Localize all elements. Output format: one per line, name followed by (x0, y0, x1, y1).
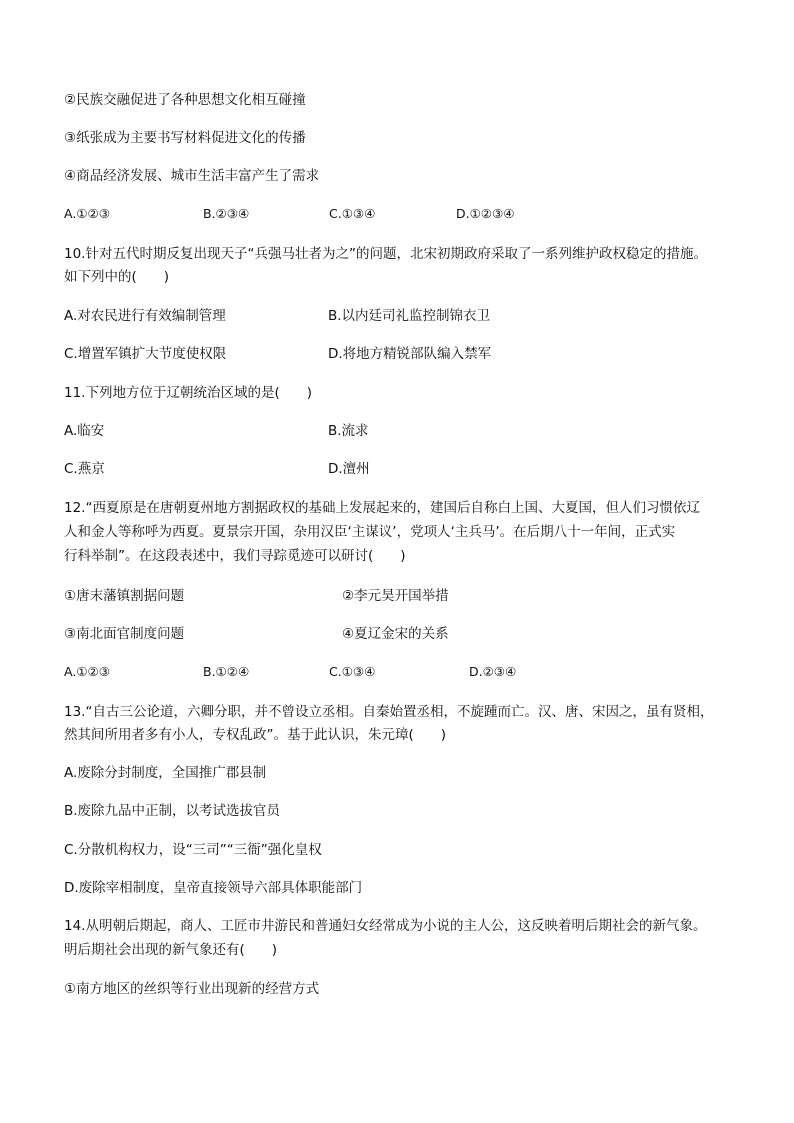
q12-item-4: ④夏辽金宋的关系 (342, 626, 449, 642)
q10-option-d: D.将地方精锐部队编入禁军 (328, 346, 492, 362)
q9-item-2: ②民族交融促进了各种思想文化相互碰撞 (64, 92, 306, 108)
q12-option-a: A.①②③ (64, 664, 110, 679)
q11-option-a: A.临安 (64, 423, 105, 439)
q13-stem-line1: 13.“自古三公论道，六卿分职，并不曾设立丞相。自秦始置丞相，不旋踵而亡。汉、唐、宋因之，虽有贤相， (64, 704, 714, 720)
q12-option-c: C.①③④ (329, 664, 376, 679)
q12-item-1: ①唐末藩镇割据问题 (64, 588, 185, 604)
q10-stem-line1: 10.针对五代时期反复出现天子“兵强马壮者为之”的问题，北宋初期政府采取了一系列维护政权稳定的措施。 (64, 246, 707, 262)
q14-item-1: ①南方地区的丝织等行业出现新的经营方式 (64, 981, 320, 997)
q13-option-b: B.废除九品中正制，以考试选拔官员 (64, 803, 281, 819)
q12-item-2: ②李元昊开国举措 (342, 588, 449, 604)
q11-option-c: C.燕京 (64, 461, 105, 477)
q11-stem: 11.下列地方位于辽朝统治区域的是( ) (64, 385, 313, 401)
q11-option-d: D.澶州 (328, 461, 370, 477)
q12-item-3: ③南北面官制度问题 (64, 626, 185, 642)
q9-option-a: A.①②③ (64, 206, 110, 221)
q10-option-a: A.对农民进行有效编制管理 (64, 308, 226, 324)
q11-option-b: B.流求 (328, 423, 369, 439)
q9-option-b: B.②③④ (203, 206, 250, 221)
q10-option-b: B.以内廷司礼监控制锦衣卫 (328, 308, 491, 324)
q12-option-d: D.②③④ (469, 664, 517, 679)
q9-option-d: D.①②③④ (456, 206, 515, 221)
q9-option-c: C.①③④ (329, 206, 376, 221)
q12-stem-line2: 人和金人等称呼为西夏。夏景宗开国，杂用汉臣‘主谋议’，党项人‘主兵马’。在后期八十一年间，正式实 (64, 524, 676, 540)
q9-item-4: ④商品经济发展、城市生活丰富产生了需求 (64, 168, 320, 184)
q13-stem-line2: 然其间所用者多有小人，专权乱政”。基于此认识，朱元璋( ) (64, 727, 447, 743)
q9-item-3: ③纸张成为主要书写材料促进文化的传播 (64, 130, 306, 146)
q10-option-c: C.增置军镇扩大节度使权限 (64, 346, 227, 362)
q13-option-d: D.废除宰相制度，皇帝直接领导六部具体职能部门 (64, 880, 363, 896)
q14-stem-line2: 明后期社会出现的新气象还有( ) (64, 942, 278, 958)
q12-stem-line3: 行科举制”。在这段表述中，我们寻踪觅迹可以研讨( ) (64, 548, 406, 564)
q10-stem-line2: 如下列中的( ) (64, 269, 170, 285)
q13-option-c: C.分散机构权力，设“三司”“三衙”强化皇权 (64, 842, 322, 858)
q14-stem-line1: 14.从明朝后期起，商人、工匠市井游民和普通妇女经常成为小说的主人公，这反映着明后期社会的新气象。 (64, 918, 707, 934)
q13-option-a: A.废除分封制度，全国推广郡县制 (64, 765, 267, 781)
q12-stem-line1: 12.“西夏原是在唐朝夏州地方割据政权的基础上发展起来的，建国后自称白上国、大夏国，但人们习惯依辽 (64, 500, 700, 516)
q12-option-b: B.①②④ (203, 664, 250, 679)
